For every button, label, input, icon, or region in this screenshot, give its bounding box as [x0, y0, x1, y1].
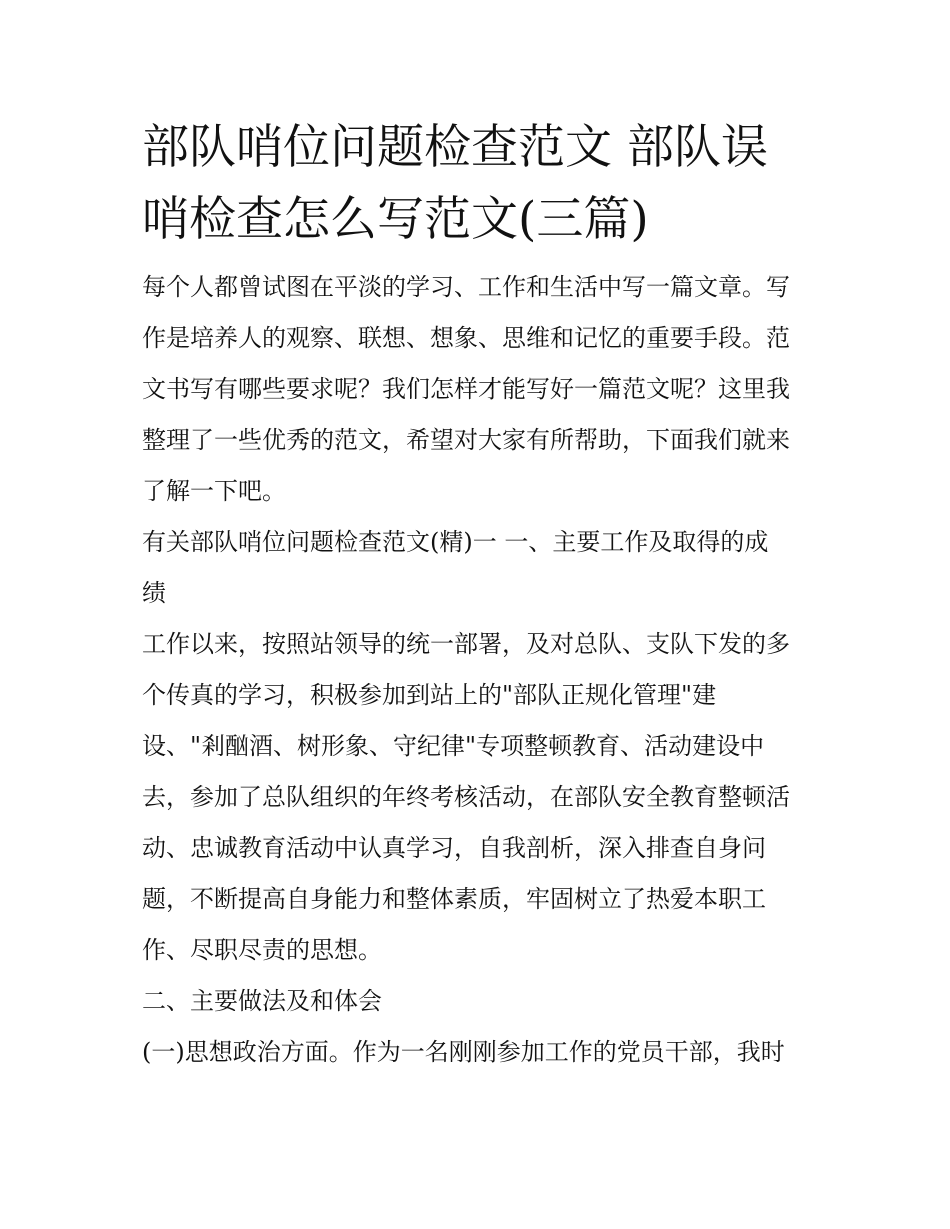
political-thought-paragraph [142, 1027, 814, 1078]
text-line: 动、忠诚教育活动中认真学习，自我剖析，深入排查自身问 [142, 834, 766, 862]
subsection-heading [142, 976, 814, 1027]
intro-paragraph [142, 262, 814, 517]
text-line: 去，参加了总队组织的年终考核活动，在部队安全教育整顿活 [142, 783, 790, 811]
text-line: 文书写有哪些要求呢？我们怎样才能写好一篇范文呢？这里我 [142, 375, 790, 403]
work-summary-paragraph [142, 619, 814, 976]
title-line: 哨检查怎么写范文(三篇) [142, 192, 649, 247]
text-line: 了解一下吧。 [142, 477, 286, 505]
text-line: 整理了一些优秀的范文，希望对大家有所帮助，下面我们就来 [142, 426, 790, 454]
text-line: 绩 [142, 579, 166, 607]
document-title [142, 112, 814, 256]
title-line: 部队哨位问题检查范文 部队误 [142, 120, 768, 175]
document-body [142, 262, 814, 1078]
text-line: 作、尽职尽责的思想。 [142, 936, 382, 964]
text-line: 设、"剎酗酒、树形象、守纪律"专项整顿教育、活动建设中 [142, 732, 765, 760]
section-heading-paragraph [142, 517, 814, 619]
text-line: 题，不断提高自身能力和整体素质，牢固树立了热爱本职工 [142, 885, 766, 913]
text-line: 个传真的学习，积极参加到站上的"部队正规化管理"建 [142, 681, 717, 709]
text-line: 有关部队哨位问题检查范文(精)一 一、主要工作及取得的成 [142, 528, 769, 556]
document-page [142, 112, 814, 1078]
text-line: 作是培养人的观察、联想、想象、思维和记忆的重要手段。范 [142, 324, 790, 352]
text-line: 二、主要做法及和体会 [142, 987, 382, 1015]
text-line: 每个人都曾试图在平淡的学习、工作和生活中写一篇文章。写 [142, 273, 790, 301]
text-line: 工作以来，按照站领导的统一部署，及对总队、支队下发的多 [142, 630, 790, 658]
text-line: (一)思想政治方面。作为一名刚刚参加工作的党员干部，我时 [142, 1038, 785, 1066]
